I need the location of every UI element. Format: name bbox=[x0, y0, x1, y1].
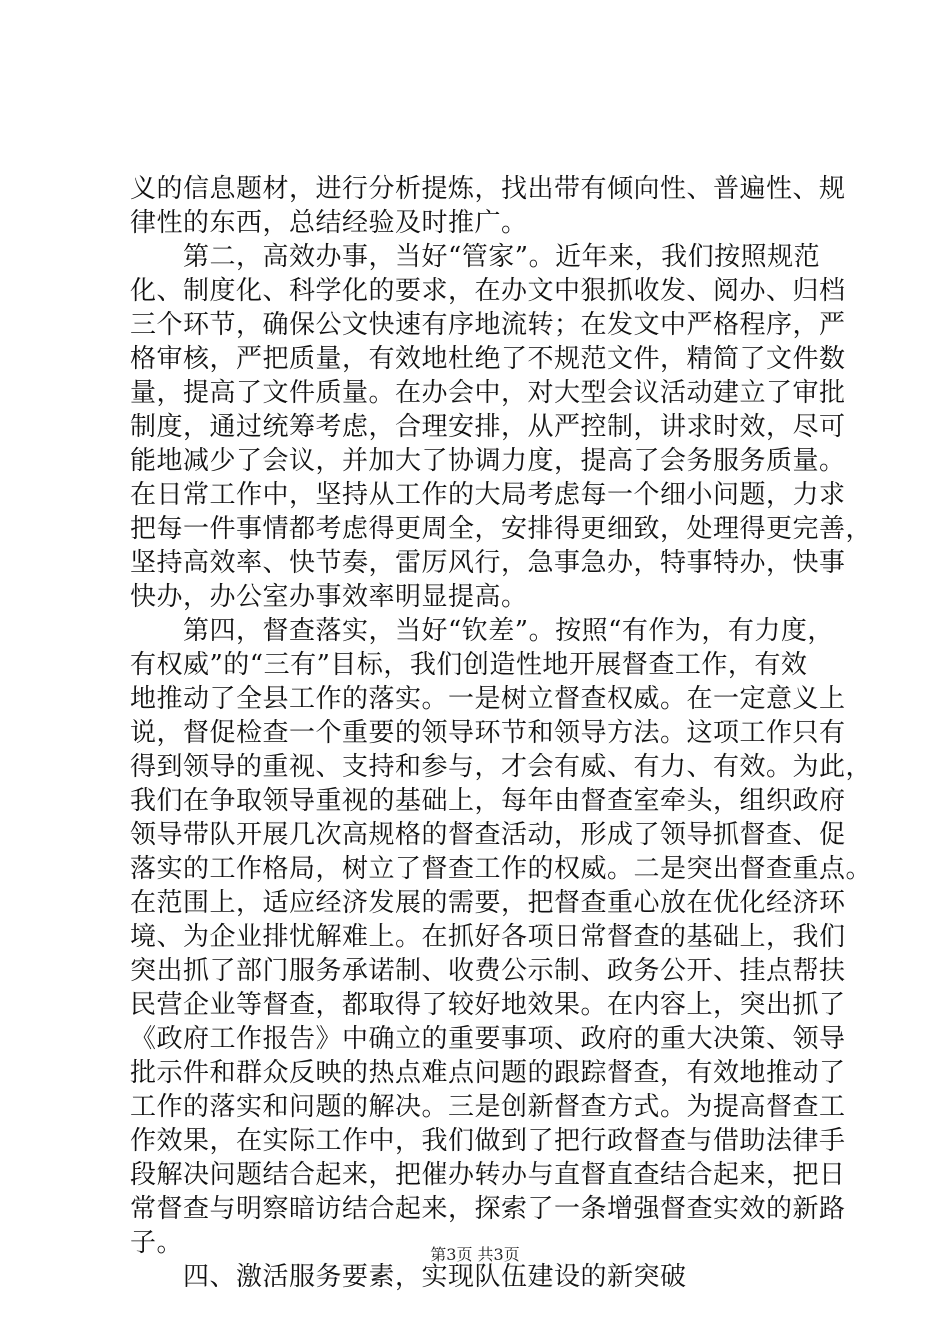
text-line: 把每一件事情都考虑得更周全，安排得更细致，处理得更完善， bbox=[130, 514, 873, 544]
text-line: 段解决问题结合起来，把催办转办与直督直查结合起来，把日 bbox=[130, 1160, 846, 1190]
text-line: 突出抓了部门服务承诺制、收费公示制、政务公开、挂点帮扶 bbox=[130, 956, 846, 986]
text-line: 义的信息题材，进行分析提炼，找出带有倾向性、普遍性、规 bbox=[130, 174, 846, 204]
text-line: 在日常工作中，坚持从工作的大局考虑每一个细小问题，力求 bbox=[130, 480, 846, 510]
text-line: 坚持高效率、快节奏，雷厉风行，急事急办，特事特办，快事 bbox=[130, 548, 846, 578]
text-line: 民营企业等督查，都取得了较好地效果。在内容上，突出抓了 bbox=[130, 990, 846, 1020]
text-line: 地推动了全县工作的落实。一是树立督查权威。在一定意义上 bbox=[130, 684, 846, 714]
text-line: 三个环节，确保公文快速有序地流转；在发文中严格程序，严 bbox=[130, 310, 846, 340]
text-line: 在范围上，适应经济发展的需要，把督查重心放在优化经济环 bbox=[130, 888, 846, 918]
body-text bbox=[130, 172, 873, 1294]
text-line: 能地减少了会议，并加大了协调力度，提高了会务服务质量。 bbox=[130, 446, 846, 476]
text-line: 常督查与明察暗访结合起来，探索了一条增强督查实效的新路 bbox=[130, 1194, 846, 1224]
text-line: 境、为企业排忧解难上。在抓好各项日常督查的基础上，我们 bbox=[130, 922, 846, 952]
text-line: 制度，通过统筹考虑，合理安排，从严控制，讲求时效，尽可 bbox=[130, 412, 846, 442]
text-line: 子。 bbox=[130, 1228, 184, 1258]
text-line: 有权威”的“三有”目标，我们创造性地开展督查工作，有效 bbox=[130, 650, 808, 680]
text-line: 得到领导的重视、支持和参与，才会有威、有力、有效。为此， bbox=[130, 752, 873, 782]
text-line: 《政府工作报告》中确立的重要事项、政府的重大决策、领导 bbox=[130, 1024, 846, 1054]
text-line: 快办，办公室办事效率明显提高。 bbox=[130, 582, 528, 612]
text-line: 说，督促检查一个重要的领导环节和领导方法。这项工作只有 bbox=[130, 718, 846, 748]
page-number-label: 第3页 共3页 bbox=[430, 1245, 520, 1264]
page-footer bbox=[0, 1244, 950, 1266]
text-line: 落实的工作格局，树立了督查工作的权威。二是突出督查重点。 bbox=[130, 854, 873, 884]
text-line: 领导带队开展几次高规格的督查活动，形成了领导抓督查、促 bbox=[130, 820, 846, 850]
text-line: 格审核，严把质量，有效地杜绝了不规范文件，精简了文件数 bbox=[130, 344, 846, 374]
text-line: 第四，督查落实，当好“钦差”。按照“有作为，有力度， bbox=[130, 616, 834, 646]
text-line: 第二，高效办事，当好“管家”。近年来，我们按照规范 bbox=[130, 242, 821, 272]
text-line: 我们在争取领导重视的基础上，每年由督查室牵头，组织政府 bbox=[130, 786, 846, 816]
section-heading: 四、激活服务要素，实现队伍建设的新突破 bbox=[130, 1262, 687, 1292]
text-line: 量，提高了文件质量。在办会中，对大型会议活动建立了审批 bbox=[130, 378, 846, 408]
text-line: 批示件和群众反映的热点难点问题的跟踪督查，有效地推动了 bbox=[130, 1058, 846, 1088]
text-line: 作效果，在实际工作中，我们做到了把行政督查与借助法律手 bbox=[130, 1126, 846, 1156]
text-line: 化、制度化、科学化的要求，在办文中狠抓收发、阅办、归档 bbox=[130, 276, 846, 306]
text-line: 律性的东西，总结经验及时推广。 bbox=[130, 208, 528, 238]
text-line: 工作的落实和问题的解决。三是创新督查方式。为提高督查工 bbox=[130, 1092, 846, 1122]
